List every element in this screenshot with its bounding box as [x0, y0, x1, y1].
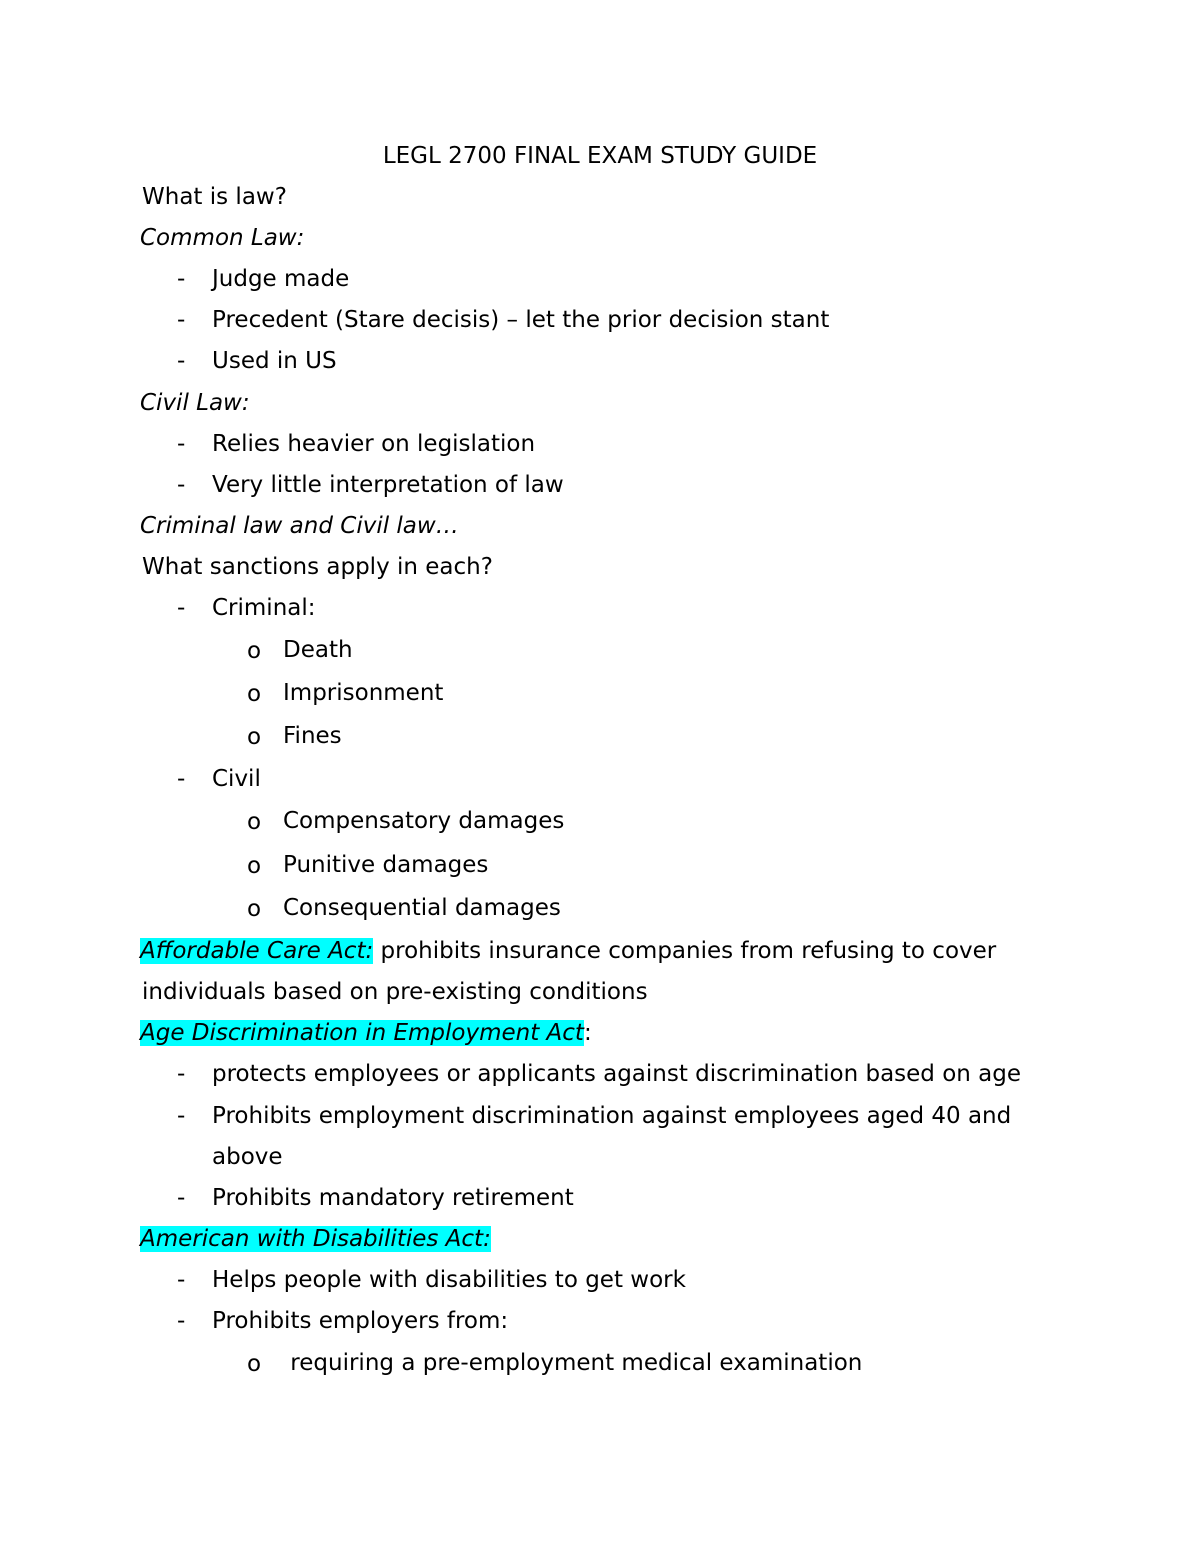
circle-bullet: o [247, 638, 262, 664]
dash-bullet: - [177, 595, 186, 621]
aca-paragraph-line-2: individuals based on pre-existing conditions [142, 979, 648, 1005]
sub-list-item: requiring a pre-employment medical examination [283, 1350, 863, 1376]
dash-bullet: - [177, 307, 186, 333]
sub-list-item: Imprisonment [283, 680, 444, 706]
circle-bullet: o [247, 809, 262, 835]
ada-heading-line [140, 1224, 491, 1254]
dash-bullet: - [177, 266, 186, 292]
circle-bullet: o [247, 1351, 262, 1377]
adea-heading-line [140, 1018, 592, 1048]
dash-bullet: - [177, 1267, 186, 1293]
dash-bullet: - [177, 1103, 186, 1129]
document-title: LEGL 2700 FINAL EXAM STUDY GUIDE [382, 143, 818, 169]
dash-bullet: - [177, 472, 186, 498]
heading-criminal-and-civil-law: Criminal law and Civil law… [140, 513, 459, 539]
dash-bullet: - [177, 1061, 186, 1087]
list-item: Used in US [212, 348, 337, 374]
sub-list-item: Fines [283, 723, 342, 749]
circle-bullet: o [247, 853, 262, 879]
list-item: Judge made [212, 266, 350, 292]
question-what-is-law: What is law? [142, 184, 287, 210]
list-item: Relies heavier on legislation [212, 431, 536, 457]
dash-bullet: - [177, 431, 186, 457]
heading-common-law: Common Law: [140, 225, 305, 251]
dash-bullet: - [177, 1308, 186, 1334]
heading-age-discrimination-act: Age Discrimination in Employment Act [140, 1020, 584, 1046]
heading-americans-with-disabilities-act: American with Disabilities Act: [140, 1226, 491, 1252]
list-item-civil: Civil [212, 766, 261, 792]
question-sanctions: What sanctions apply in each? [142, 554, 493, 580]
list-item: Precedent (Stare decisis) – let the prior decision stant [212, 307, 830, 333]
dash-bullet: - [177, 766, 186, 792]
sub-list-item: Death [283, 637, 353, 663]
list-item-continuation: above [212, 1144, 283, 1170]
circle-bullet: o [247, 724, 262, 750]
aca-text: prohibits insurance companies from refusing to cover [373, 938, 997, 964]
list-item-criminal: Criminal: [212, 595, 316, 621]
dash-bullet: - [177, 348, 186, 374]
circle-bullet: o [247, 681, 262, 707]
sub-list-item: Punitive damages [283, 852, 489, 878]
aca-paragraph-line-1 [140, 936, 996, 966]
heading-civil-law: Civil Law: [140, 390, 250, 416]
list-item: Very little interpretation of law [212, 472, 564, 498]
sub-list-item: Consequential damages [283, 895, 561, 921]
list-item: Helps people with disabilities to get work [212, 1267, 686, 1293]
heading-affordable-care-act: Affordable Care Act: [140, 938, 374, 964]
sub-list-item: Compensatory damages [283, 808, 565, 834]
dash-bullet: - [177, 1185, 186, 1211]
circle-bullet: o [247, 896, 262, 922]
list-item: Prohibits employment discrimination against employees aged 40 and [212, 1103, 1012, 1129]
list-item: protects employees or applicants against discrimination based on age [212, 1061, 1022, 1087]
list-item: Prohibits mandatory retirement [212, 1185, 574, 1211]
list-item: Prohibits employers from: [212, 1308, 509, 1334]
heading-colon: : [583, 1020, 592, 1046]
